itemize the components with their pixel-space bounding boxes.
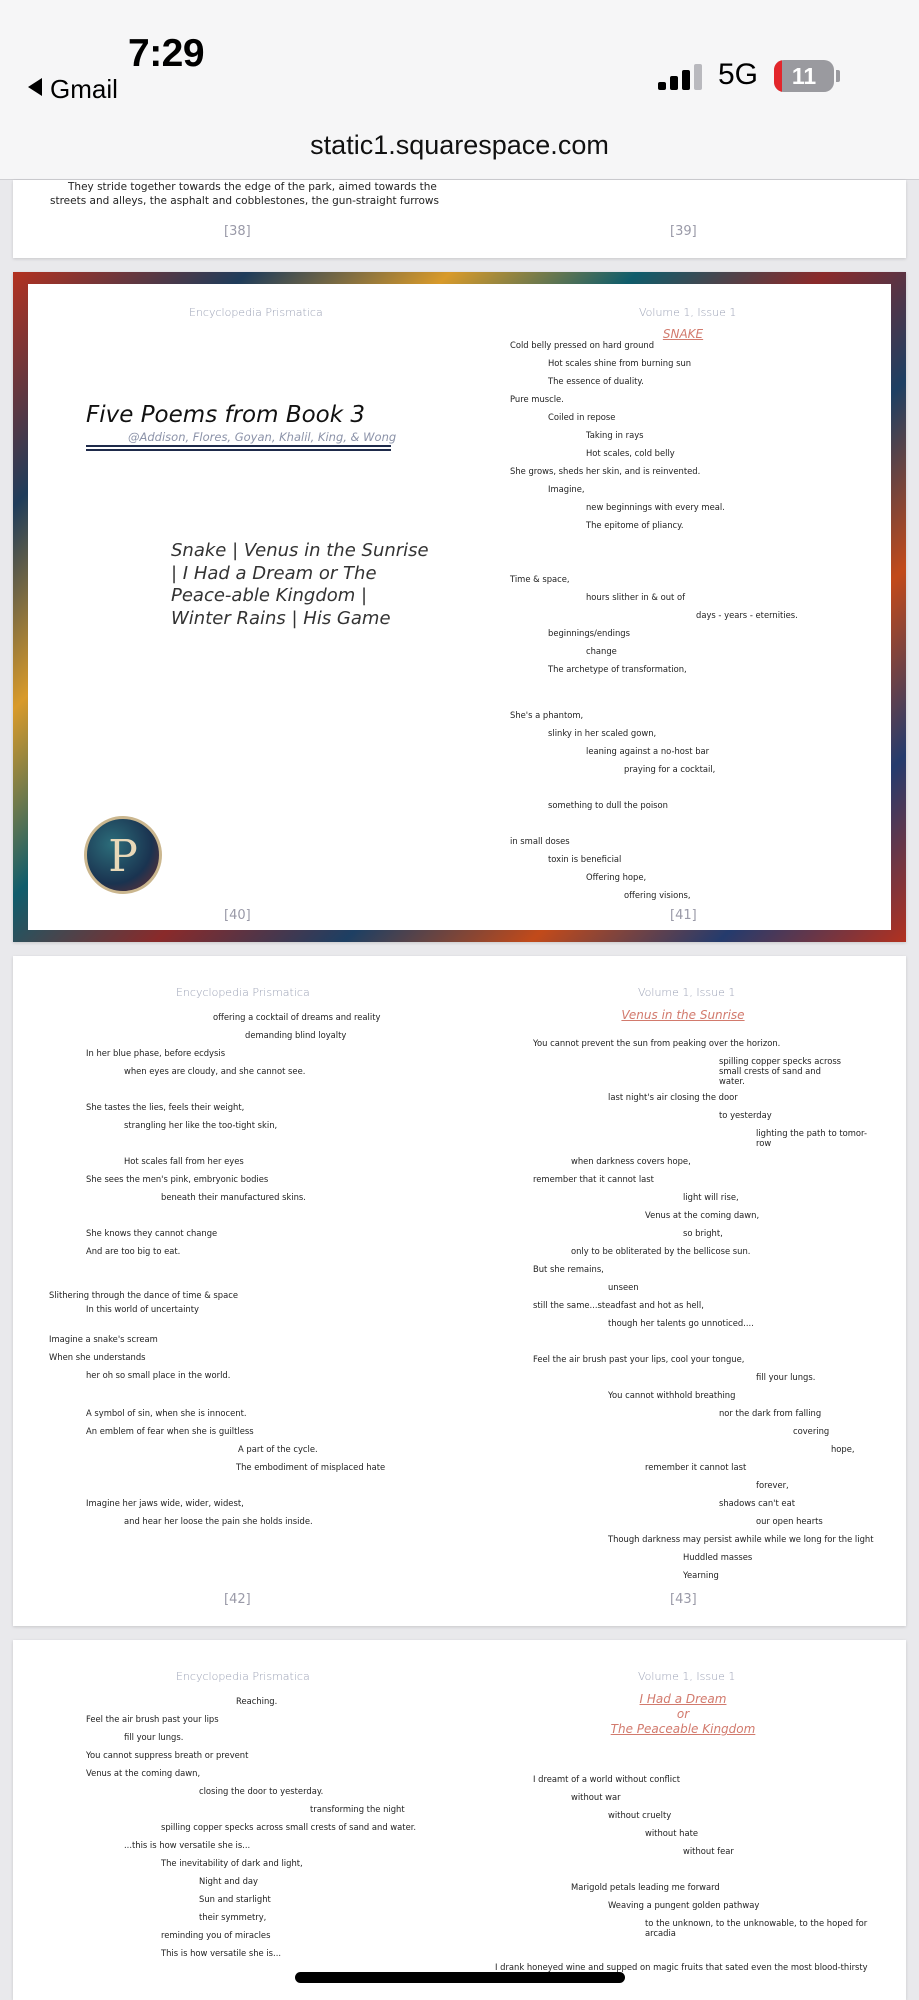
poem-line: praying for a cocktail, xyxy=(624,764,716,774)
poem-line: You cannot withhold breathing xyxy=(608,1390,736,1400)
signal-icon xyxy=(658,64,704,90)
poem-line: and hear her loose the pain she holds inside. xyxy=(124,1516,313,1526)
poem-line: This is how versatile she is... xyxy=(161,1948,282,1958)
poem-title-snake: SNAKE xyxy=(662,327,704,341)
poem-line: remember that it cannot last xyxy=(533,1174,654,1184)
back-to-app-button[interactable] xyxy=(28,74,118,105)
header-right: Volume 1, Issue 1 xyxy=(638,986,736,999)
poem-line: A symbol of sin, when she is innocent. xyxy=(86,1408,247,1418)
poem-line: Offering hope, xyxy=(586,872,647,882)
poem-line: without war xyxy=(571,1792,621,1802)
page-number: [43] xyxy=(670,1592,697,1607)
poem-line: She's a phantom, xyxy=(510,710,584,720)
poem-line: Coiled in repose xyxy=(548,412,616,422)
poem-line: offering a cocktail of dreams and reality xyxy=(213,1012,381,1022)
poem-line: something to dull the poison xyxy=(548,800,668,810)
poem-line: covering xyxy=(793,1426,830,1436)
spread-44-45 xyxy=(13,1640,906,2000)
poem-line: Imagine, xyxy=(548,484,585,494)
battery-level: 11 xyxy=(791,63,817,89)
status-time: 7:29 xyxy=(128,32,205,75)
poem-line: Feel the air brush past your lips xyxy=(86,1714,219,1724)
poem-line: The inevitability of dark and light, xyxy=(161,1858,303,1868)
prismatica-logo xyxy=(84,816,162,894)
poem-line: beginnings/endings xyxy=(548,628,630,638)
poem-title-kingdom: The Peaceable Kingdom xyxy=(610,1722,756,1736)
back-arrow-icon xyxy=(28,78,42,96)
poem-line: our open hearts xyxy=(756,1516,823,1526)
poem-line: transforming the night xyxy=(310,1804,405,1814)
poem-line: When she understands xyxy=(49,1352,146,1362)
poem-line: Sun and starlight xyxy=(199,1894,271,1904)
poem-line: spilling copper specks across small crests of sand and water. xyxy=(719,1056,842,1086)
title-rule xyxy=(86,449,391,451)
poem-line: Marigold petals leading me forward xyxy=(571,1882,720,1892)
poem-line: toxin is beneficial xyxy=(548,854,622,864)
page-number: [41] xyxy=(670,908,697,923)
poem-line: You cannot prevent the sun from peaking over the horizon. xyxy=(533,1038,781,1048)
poem-title-venus: Venus in the Sunrise xyxy=(621,1008,745,1022)
poem-line: Hot scales shine from burning sun xyxy=(548,358,692,368)
poem-line: The archetype of transformation, xyxy=(548,664,687,674)
poem-line: And are too big to eat. xyxy=(86,1246,181,1256)
poem-line: light will rise, xyxy=(683,1192,739,1202)
poem-line: Cold belly pressed on hard ground xyxy=(510,340,655,350)
poem-line: without hate xyxy=(645,1828,699,1838)
poem-line: In this world of uncertainty xyxy=(86,1304,199,1314)
page-number: [40] xyxy=(224,908,251,923)
header-left: Encyclopedia Prismatica xyxy=(176,1670,310,1683)
text-line: They stride together towards the edge of the park, aimed towards the xyxy=(68,181,437,193)
poem-line: The essence of duality. xyxy=(548,376,644,386)
poem-line: The embodiment of misplaced hate xyxy=(236,1462,386,1472)
poem-line: Time & space, xyxy=(510,574,570,584)
poem-line: Weaving a pungent golden pathway xyxy=(608,1900,760,1910)
header-left: Encyclopedia Prismatica xyxy=(176,986,310,999)
poem-line: I dreamt of a world without conflict xyxy=(533,1774,681,1784)
poem-line: lighting the path to tomor-row xyxy=(756,1128,867,1148)
poem-line: Imagine her jaws wide, wider, widest, xyxy=(86,1498,244,1508)
poem-line: A part of the cycle. xyxy=(238,1444,318,1454)
text-line: streets and alleys, the asphalt and cobblestones, the gun-straight furrows xyxy=(50,195,439,207)
poem-line: leaning against a no-host bar xyxy=(586,746,710,756)
poem-line: Venus at the coming dawn, xyxy=(645,1210,760,1220)
poem-line: in small doses xyxy=(510,836,570,846)
page-number: [39] xyxy=(670,224,697,239)
poem-line: Though darkness may persist awhile while we long for the light xyxy=(608,1534,874,1544)
poem-line: Reaching. xyxy=(236,1696,278,1706)
poem-line: only to be obliterated by the bellicose sun. xyxy=(571,1246,751,1256)
back-app-label: Gmail xyxy=(50,74,118,104)
poem-line: In her blue phase, before ecdysis xyxy=(86,1048,226,1058)
poem-line: so bright, xyxy=(683,1228,723,1238)
spread-40-41 xyxy=(13,272,906,942)
feature-authors: @Addison, Flores, Goyan, Khalil, King, & Wong xyxy=(128,430,397,444)
home-indicator[interactable] xyxy=(295,1972,625,1983)
logo-letter: P xyxy=(108,831,138,882)
feature-title: Five Poems from Book 3 xyxy=(86,402,366,428)
page-inner xyxy=(28,284,891,930)
table-of-contents: Snake | Venus in the Sunrise | I Had a Dream or The Peace-able Kingdom | Winter Rains | His Game xyxy=(171,540,429,629)
poem-line: Venus at the coming dawn, xyxy=(86,1768,201,1778)
poem-line: her oh so small place in the world. xyxy=(86,1370,231,1380)
poem-line: unseen xyxy=(608,1282,639,1292)
poem-line: closing the door to yesterday. xyxy=(199,1786,324,1796)
poem-line: ...this is how versatile she is... xyxy=(124,1840,251,1850)
poem-line: beneath their manufactured skins. xyxy=(161,1192,306,1202)
poem-line: offering visions, xyxy=(624,890,691,900)
poem-line: last night's air closing the door xyxy=(608,1092,738,1102)
battery-icon xyxy=(774,60,834,92)
header-right: Volume 1, Issue 1 xyxy=(639,306,737,319)
poem-line: Hot scales fall from her eyes xyxy=(124,1156,244,1166)
poem-line: Slithering through the dance of time & space xyxy=(49,1290,239,1300)
poem-line: An emblem of fear when she is guiltless xyxy=(86,1426,254,1436)
network-label: 5G xyxy=(718,58,759,91)
poem-title-or: or xyxy=(676,1707,690,1721)
poem-line: to the unknown, to the unknowable, to the hoped for arcadia xyxy=(645,1918,868,1938)
poem-line: She grows, sheds her skin, and is reinvented. xyxy=(510,466,701,476)
poem-line: without fear xyxy=(683,1846,734,1856)
battery-nub xyxy=(836,70,840,82)
poem-line: when eyes are cloudy, and she cannot see. xyxy=(124,1066,306,1076)
poem-line: hours slither in & out of xyxy=(586,592,686,602)
poem-line: when darkness covers hope, xyxy=(571,1156,691,1166)
poem-line: Feel the air brush past your lips, cool your tongue, xyxy=(533,1354,745,1364)
poem-line: still the same...steadfast and hot as hell, xyxy=(533,1300,704,1310)
spread-42-43 xyxy=(13,956,906,1626)
poem-line: nor the dark from falling xyxy=(719,1408,822,1418)
address-bar[interactable]: static1.squarespace.com xyxy=(310,130,609,160)
poem-line: But she remains, xyxy=(533,1264,604,1274)
poem-line: days - years - eternities. xyxy=(696,610,798,620)
poem-line: Yearning xyxy=(683,1570,719,1580)
header-left: Encyclopedia Prismatica xyxy=(189,306,323,319)
poem-line: I drank honeyed wine and supped on magic fruits that sated even the most blood-thirsty xyxy=(495,1962,868,1972)
poem-line: remember it cannot last xyxy=(645,1462,747,1472)
poem-line: strangling her like the too-tight skin, xyxy=(124,1120,278,1130)
poem-line: to yesterday xyxy=(719,1110,772,1120)
page-number: [38] xyxy=(224,224,251,239)
title-rule xyxy=(86,445,391,447)
poem-line: hope, xyxy=(831,1444,855,1454)
browser-chrome xyxy=(0,0,919,180)
poem-line: She knows they cannot change xyxy=(86,1228,218,1238)
poem-line: shadows can't eat xyxy=(719,1498,795,1508)
poem-title-dream: I Had a Dream xyxy=(639,1692,727,1706)
poem-line: slinky in her scaled gown, xyxy=(548,728,657,738)
poem-line: forever, xyxy=(756,1480,789,1490)
poem-line: Taking in rays xyxy=(586,430,644,440)
poem-line: Imagine a snake's scream xyxy=(49,1334,158,1344)
poem-line: Huddled masses xyxy=(683,1552,753,1562)
poem-line: spilling copper specks across small crests of sand and water. xyxy=(161,1822,417,1832)
poem-line: She tastes the lies, feels their weight, xyxy=(86,1102,245,1112)
poem-line: fill your lungs. xyxy=(756,1372,816,1382)
poem-line: She sees the men's pink, embryonic bodies xyxy=(86,1174,269,1184)
poem-line: Night and day xyxy=(199,1876,258,1886)
spread-38-39 xyxy=(13,180,906,258)
poem-line: change xyxy=(586,646,617,656)
header-right: Volume 1, Issue 1 xyxy=(638,1670,736,1683)
poem-line: their symmetry, xyxy=(199,1912,267,1922)
poem-line: reminding you of miracles xyxy=(161,1930,271,1940)
poem-line: Hot scales, cold belly xyxy=(586,448,675,458)
poem-line: The epitome of pliancy. xyxy=(586,520,684,530)
poem-line: without cruelty xyxy=(608,1810,672,1820)
poem-line: Pure muscle. xyxy=(510,394,564,404)
page-number: [42] xyxy=(224,1592,251,1607)
poem-line: demanding blind loyalty xyxy=(245,1030,347,1040)
poem-line: new beginnings with every meal. xyxy=(586,502,725,512)
poem-line: though her talents go unnoticed.... xyxy=(608,1318,754,1328)
poem-line: You cannot suppress breath or prevent xyxy=(86,1750,249,1760)
poem-line: fill your lungs. xyxy=(124,1732,184,1742)
